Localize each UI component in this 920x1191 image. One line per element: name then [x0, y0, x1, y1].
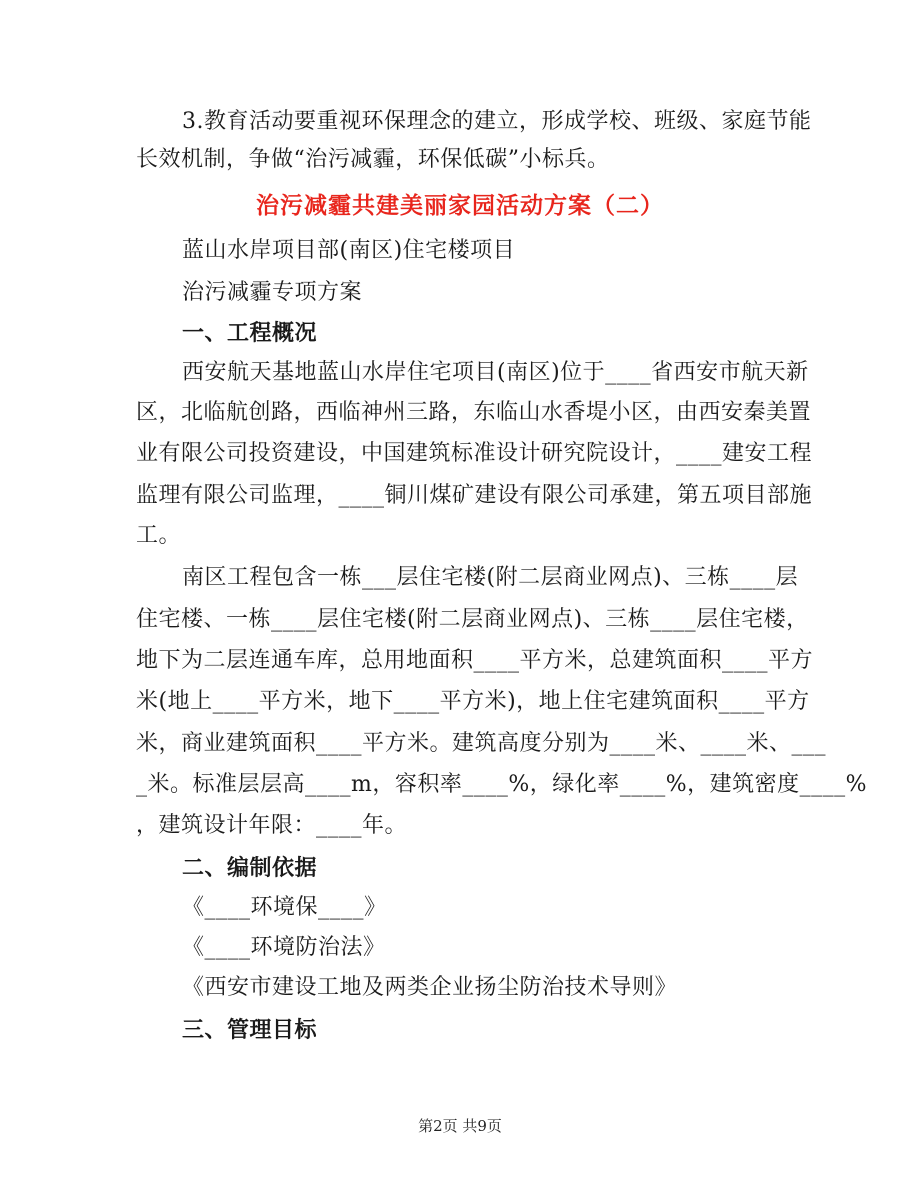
reference-item: 《____环境保____》 [182, 895, 387, 920]
paragraph-line: 监理有限公司监理，____铜川煤矿建设有限公司承建，第五项目部施 [136, 483, 813, 508]
paragraph-line: 西安航天基地蓝山水岸住宅项目(南区)位于____省西安市航天新 [182, 360, 809, 385]
paragraph-line: 米(地上____平方米，地下____平方米)，地上住宅建筑面积____平方 [136, 689, 810, 714]
paragraph-line: 南区工程包含一栋___层住宅楼(附二层商业网点)、三栋____层 [182, 565, 799, 590]
reference-item: 《西安市建设工地及两类企业扬尘防治技术导则》 [182, 975, 678, 1000]
paragraph-line: 工。 [136, 523, 182, 548]
plan-subtitle: 治污减霾专项方案 [182, 280, 363, 305]
paragraph-line: 住宅楼、一栋____层住宅楼(附二层商业网点)、三栋____层住宅楼， [136, 607, 809, 632]
heading-overview: 一、工程概况 [182, 320, 318, 346]
paragraph-line: 米，商业建筑面积____平方米。建筑高度分别为____米、____米、___ [136, 731, 827, 756]
project-name: 蓝山水岸项目部(南区)住宅楼项目 [182, 238, 516, 263]
paragraph-line: 长效机制，争做“治污减霾，环保低碳”小标兵。 [136, 147, 610, 172]
paragraph-line: 区，北临航创路，西临神州三路，东临山水香堤小区，由西安秦美置 [136, 400, 812, 425]
page-number: 第2页 共9页 [418, 1117, 502, 1135]
heading-basis: 二、编制依据 [182, 855, 318, 881]
paragraph-line: 业有限公司投资建设，中国建筑标准设计研究院设计，____建安工程 [136, 441, 813, 466]
reference-item: 《____环境防治法》 [182, 935, 386, 960]
paragraph-line: _米。标准层层高____m，容积率____%，绿化率____%，建筑密度____% [136, 772, 868, 797]
section-title: 治污减霾共建美丽家园活动方案（二） [256, 192, 664, 219]
paragraph-line: 地下为二层连通车库，总用地面积____平方米，总建筑面积____平方 [136, 648, 814, 673]
heading-goals: 三、管理目标 [182, 1017, 318, 1043]
paragraph-line: 3.教育活动要重视环保理念的建立，形成学校、班级、家庭节能 [182, 109, 812, 134]
paragraph-line: ，建筑设计年限：____年。 [136, 813, 408, 838]
